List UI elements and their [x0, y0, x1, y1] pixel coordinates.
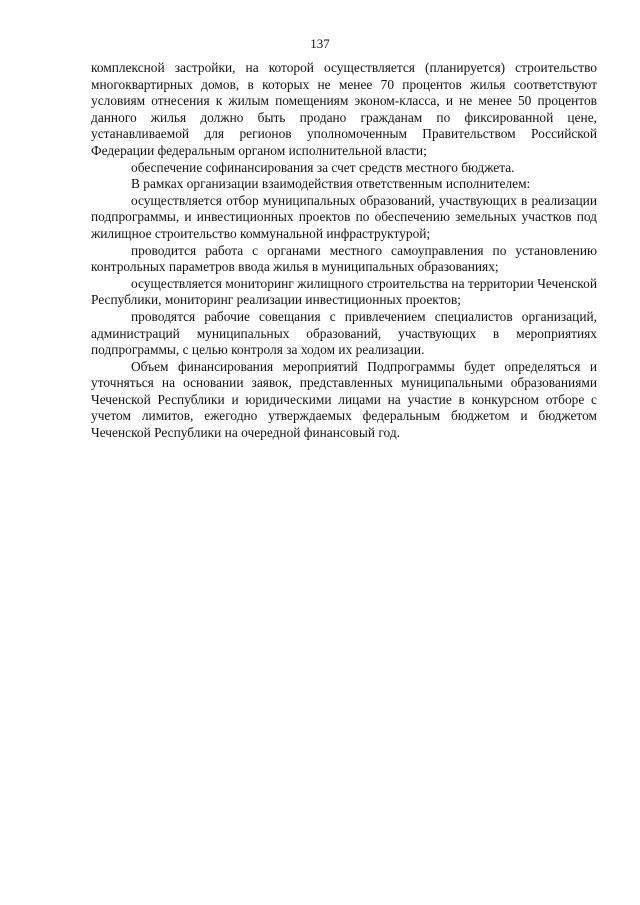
- page-number: 137: [310, 36, 330, 51]
- paragraph-meetings: проводятся рабочие совещания с привлечением специалистов организаций, администраций муниципальных образований, участвующих в мероприятиях подпрограммы, с целью контроля за ходом их реализации.: [91, 308, 597, 358]
- paragraph-financing-volume: Объем финансирования мероприятий Подпрограммы будет определяться и уточняться на основании заявок, представленных муниципальными образованиями Чеченской Республики и юридическими лицами на участие в конкурсном отборе с учетом лимитов, ежегодно утверждаемых федеральным бюджетом и бюджетом Чеченской Республики на очередной финансовый год.: [91, 358, 597, 441]
- paragraph-continuation: комплексной застройки, на которой осуществляется (планируется) строительство многоквартирных домов, в которых не менее 70 процентов жилья соответствуют условиям отнесения к жилым помещениям эконом-класса, и не менее 50 процентов данного жилья должно быть продано гражданам по фиксированной цене, устанавливаемой для регионов уполномоченным Правительством Российской Федерации федеральным органом исполнительной власти;: [91, 60, 597, 158]
- paragraph-monitoring: осуществляется мониторинг жилищного строительства на территории Чеченской Республики, мониторинг реализации инвестиционных проектов;: [91, 275, 597, 308]
- document-body: [91, 60, 597, 442]
- paragraph-local-government: проводится работа с органами местного самоуправления по установлению контрольных параметров ввода жилья в муниципальных образованиях;: [91, 242, 597, 275]
- paragraph-interaction-intro: В рамках организации взаимодействия ответственным исполнителем:: [131, 176, 531, 192]
- paragraph-selection: осуществляется отбор муниципальных образований, участвующих в реализации подпрограммы, и инвестиционных проектов по обеспечению земельных участков под жилищное строительство коммунальной инфраструктурой;: [91, 192, 597, 241]
- paragraph-cofinancing: обеспечение софинансирования за счет средств местного бюджета.: [131, 159, 515, 175]
